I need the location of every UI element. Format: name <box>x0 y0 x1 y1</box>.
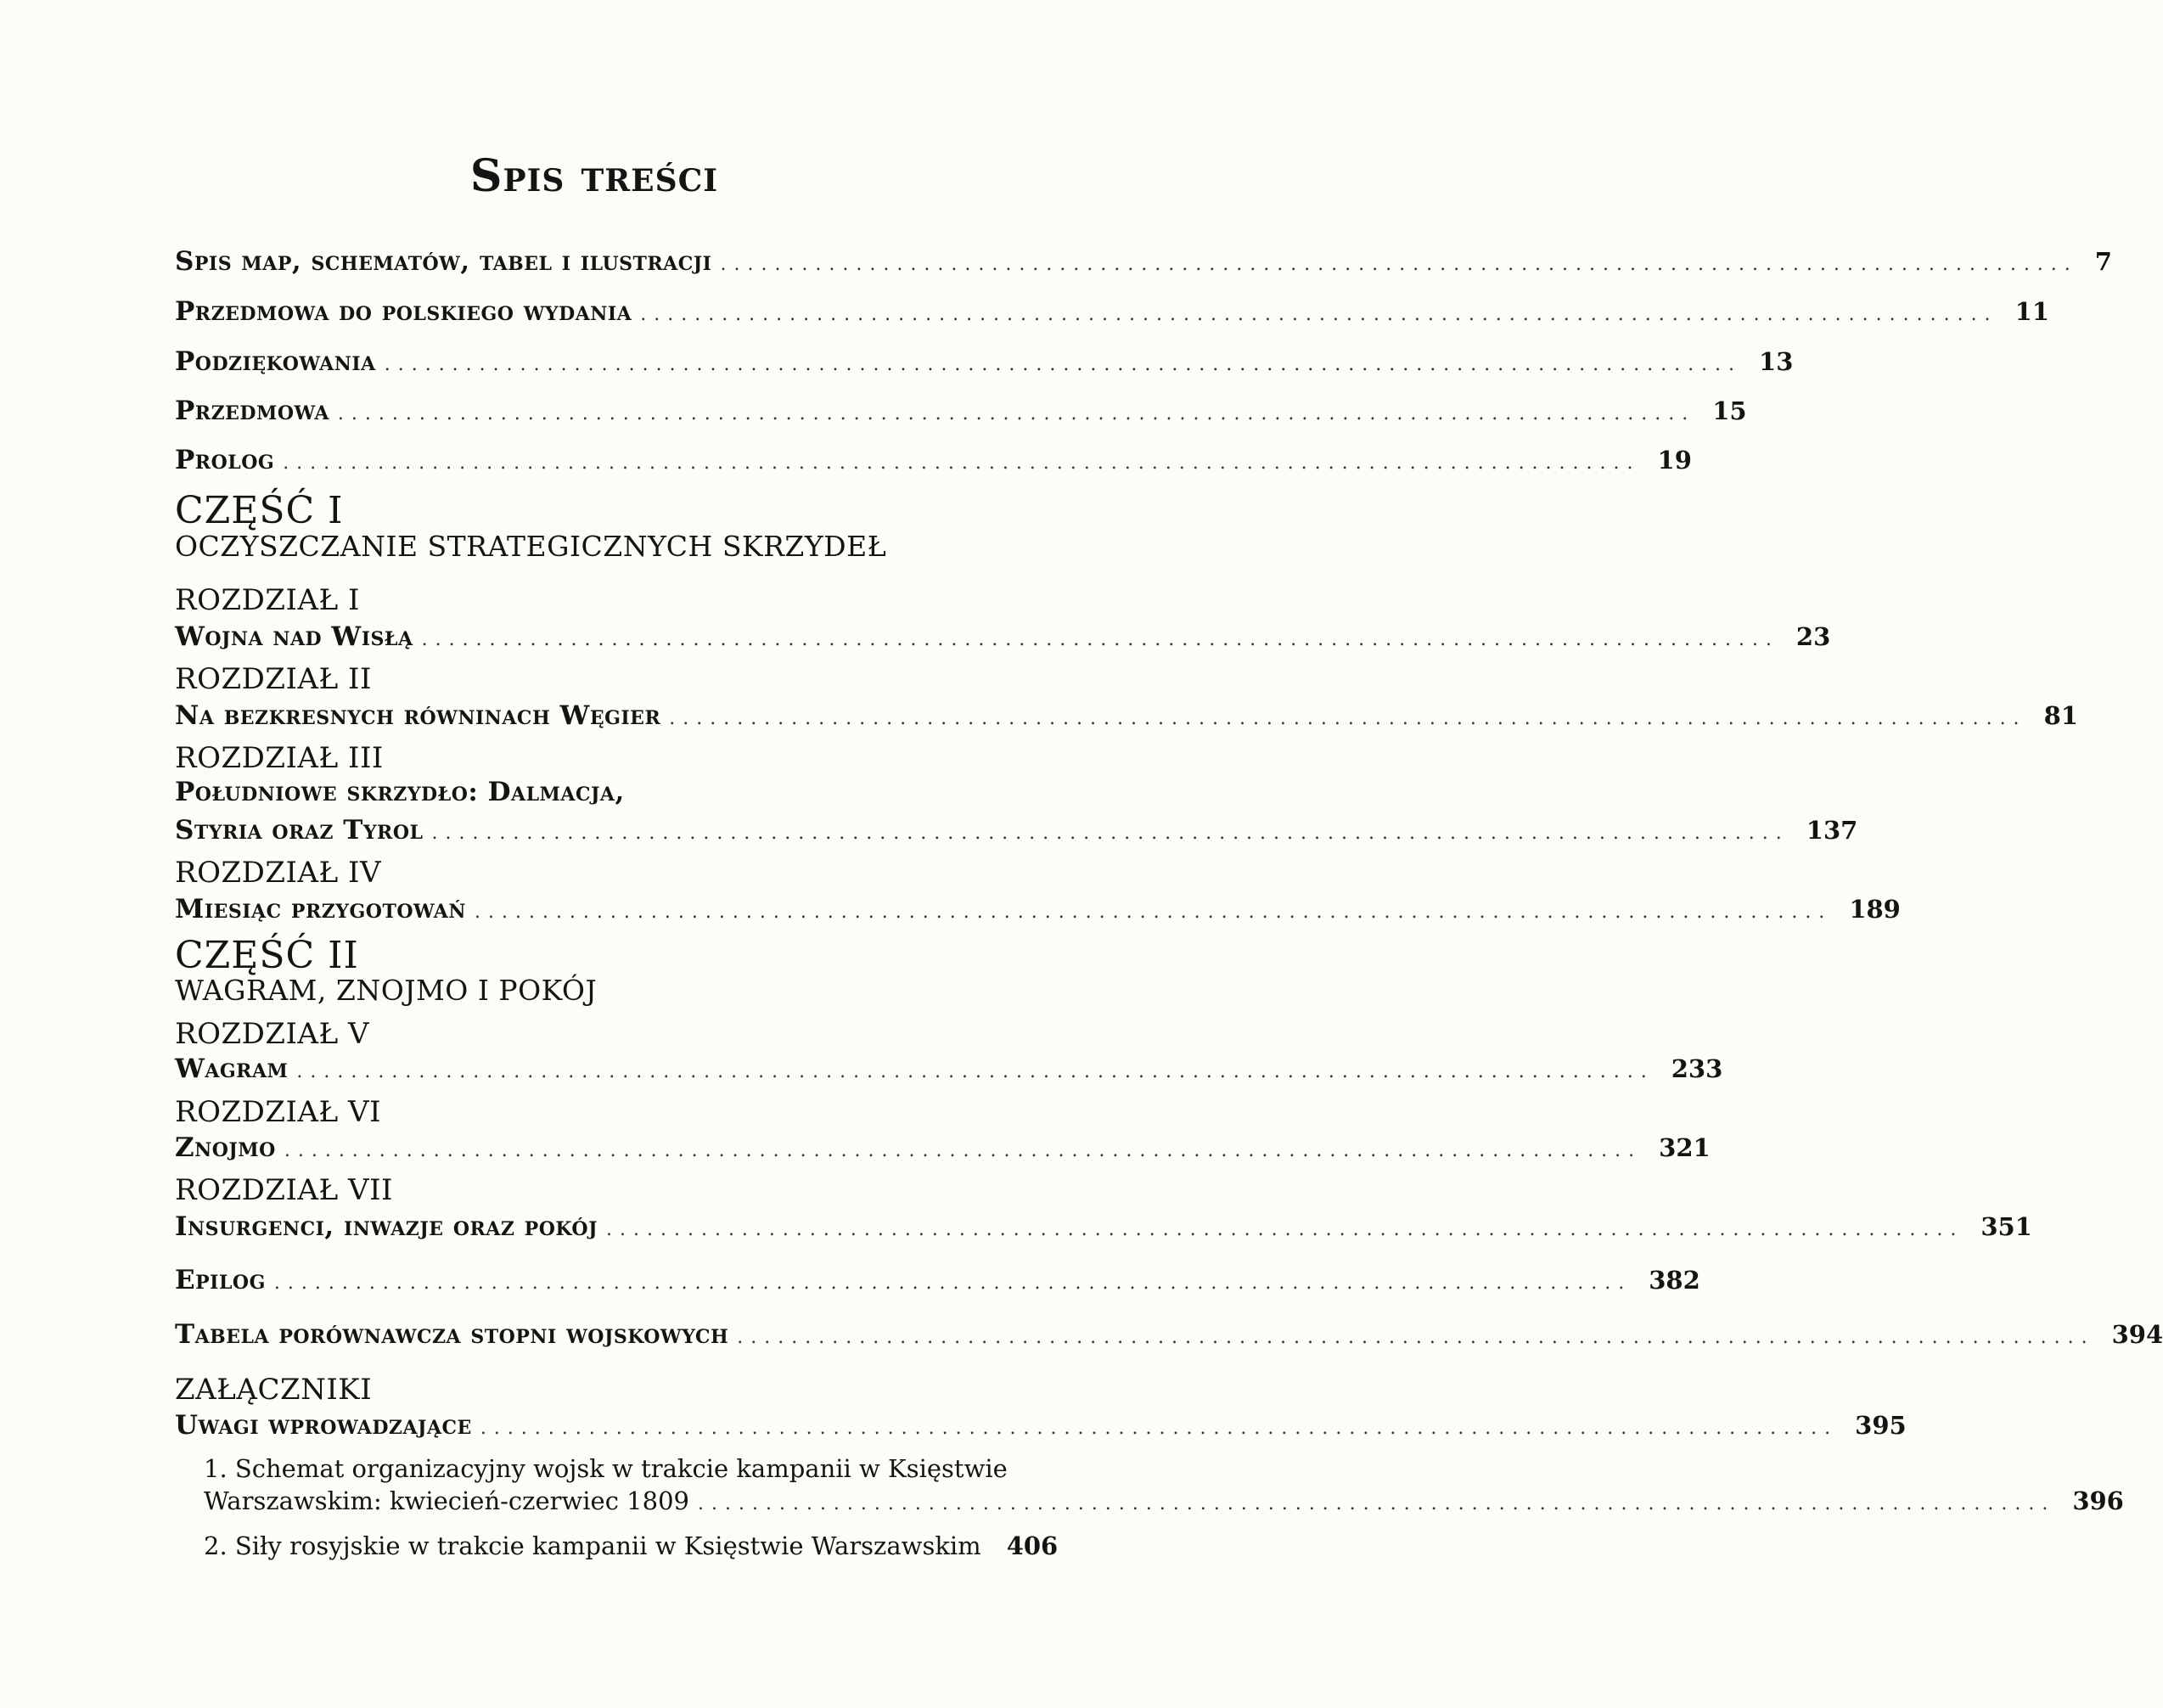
dot-leader: .................................................................................................... <box>283 452 1641 474</box>
toc-entry-chapter-1[interactable] <box>175 618 1831 655</box>
chapter-5-label: ROZDZIAŁ V <box>175 1017 370 1051</box>
entry-page-number: 189 <box>1849 895 1901 924</box>
page-title: Spis treści <box>469 150 719 202</box>
part-2-label: CZĘŚĆ II <box>175 934 359 977</box>
entry-label: Na bezkresnych równinach Węgier <box>175 700 661 731</box>
toc-entry-thanks[interactable] <box>175 343 1794 380</box>
dot-leader: .................................................................................................... <box>284 1140 1643 1161</box>
entry-page-number: 395 <box>1855 1411 1907 1440</box>
toc-entry-prolog[interactable] <box>175 441 1692 479</box>
dot-leader: .................................................................................................... <box>474 902 1833 923</box>
dot-leader: .................................................................................................... <box>737 1327 2095 1348</box>
entry-page-number: 13 <box>1759 347 1794 376</box>
toc-entry-appendix-2[interactable] <box>204 1527 1059 1565</box>
toc-entry-chapter-4[interactable] <box>175 891 1901 928</box>
entry-label: Przedmowa do polskiego wydania <box>175 296 632 327</box>
entry-label: Warszawskim: kwiecień-czerwiec 1809 <box>204 1486 689 1515</box>
toc-entry-maps[interactable] <box>175 243 2112 280</box>
dot-leader: .................................................................................................... <box>337 403 1696 424</box>
part-1-label: CZĘŚĆ I <box>175 489 344 532</box>
entry-page-number: 321 <box>1659 1133 1711 1162</box>
entry-label: Epilog <box>175 1265 266 1295</box>
entry-label: Uwagi wprowadzające <box>175 1410 472 1441</box>
dot-leader: .................................................................................................... <box>384 354 1743 375</box>
part-2-subtitle: WAGRAM, ZNOJMO I POKÓJ <box>175 974 598 1007</box>
toc-entry-chapter-5[interactable] <box>175 1050 1723 1087</box>
entry-page-number: 137 <box>1806 816 1858 845</box>
chapter-1-label: ROZDZIAŁ I <box>175 583 360 617</box>
chapter-3-label: ROZDZIAŁ III <box>175 741 384 775</box>
dot-leader: .................................................................................................... <box>698 1493 2056 1514</box>
dot-leader: .................................................................................................... <box>431 823 1789 844</box>
part-1-subtitle: OCZYSZCZANIE STRATEGICZNYCH SKRZYDEŁ <box>175 530 887 563</box>
toc-entry-chapter-2[interactable] <box>175 697 2078 734</box>
entry-page-number: 7 <box>2094 247 2112 276</box>
entry-label: Tabela porównawcza stopni wojskowych <box>175 1319 729 1350</box>
entry-label: Spis map, schematów, tabel i ilustracji <box>175 246 712 277</box>
entry-label: Przedmowa <box>175 396 329 426</box>
dot-leader: .................................................................................................... <box>273 1273 1632 1294</box>
entry-label: Znojmo <box>175 1132 276 1163</box>
dot-leader: .................................................................................................... <box>421 629 1779 650</box>
entry-label: 2. Siły rosyjskie w trakcie kampanii w Księstwie Warszawskim <box>204 1531 981 1560</box>
entry-label: Insurgenci, inwazje oraz pokój <box>175 1211 598 1242</box>
entry-label: Podziękowania <box>175 346 376 377</box>
entry-page-number: 351 <box>1980 1212 2032 1241</box>
entry-page-number: 406 <box>1006 1531 1059 1560</box>
toc-entry-preface[interactable] <box>175 392 1747 430</box>
entry-page-number: 15 <box>1712 396 1747 425</box>
toc-entry-chapter-7[interactable] <box>175 1208 2032 1245</box>
toc-entry-epilog[interactable] <box>175 1261 1700 1299</box>
chapter-6-label: ROZDZIAŁ VI <box>175 1095 382 1129</box>
entry-label: Wagram <box>175 1053 289 1084</box>
toc-entry-appendix-1[interactable] <box>204 1482 2124 1520</box>
dot-leader: .................................................................................................... <box>720 254 2078 275</box>
toc-entry-ranks[interactable] <box>175 1316 2163 1353</box>
chapter-7-label: ROZDZIAŁ VII <box>175 1173 393 1207</box>
dot-leader: .................................................................................................... <box>669 708 2027 729</box>
dot-leader: .................................................................................................... <box>480 1418 1839 1439</box>
entry-label: Wojna nad Wisłą <box>175 621 413 652</box>
entry-label: Miesiąc przygotowań <box>175 894 466 924</box>
chapter-3-title-line-1: Południowe skrzydło: Dalmacja, <box>175 777 625 807</box>
dot-leader: .................................................................................................... <box>606 1219 1964 1240</box>
entry-page-number: 11 <box>2014 297 2049 326</box>
toc-entry-chapter-6[interactable] <box>175 1129 1711 1166</box>
chapter-4-label: ROZDZIAŁ IV <box>175 856 382 890</box>
toc-entry-preface-pl[interactable] <box>175 293 2049 330</box>
entry-page-number: 81 <box>2043 701 2078 730</box>
entry-page-number: 233 <box>1671 1054 1723 1083</box>
entry-page-number: 19 <box>1657 446 1692 475</box>
toc-entry-appendix-intro[interactable] <box>175 1407 1907 1444</box>
entry-page-number: 23 <box>1795 622 1831 651</box>
entry-page-number: 396 <box>2072 1486 2124 1515</box>
entry-page-number: 394 <box>2111 1320 2163 1349</box>
appendix-item-1-line-1: 1. Schemat organizacyjny wojsk w trakcie kampanii w Księstwie <box>204 1454 1008 1483</box>
dot-leader: .................................................................................................... <box>296 1061 1655 1082</box>
entry-page-number: 382 <box>1649 1266 1700 1295</box>
entry-label: Styria oraz Tyrol <box>175 815 424 846</box>
dot-leader: .................................................................................................... <box>640 304 1998 325</box>
chapter-2-label: ROZDZIAŁ II <box>175 662 372 696</box>
entry-label: Prolog <box>175 445 275 475</box>
appendix-label: ZAŁĄCZNIKI <box>175 1373 373 1407</box>
toc-entry-chapter-3[interactable] <box>175 812 1858 849</box>
